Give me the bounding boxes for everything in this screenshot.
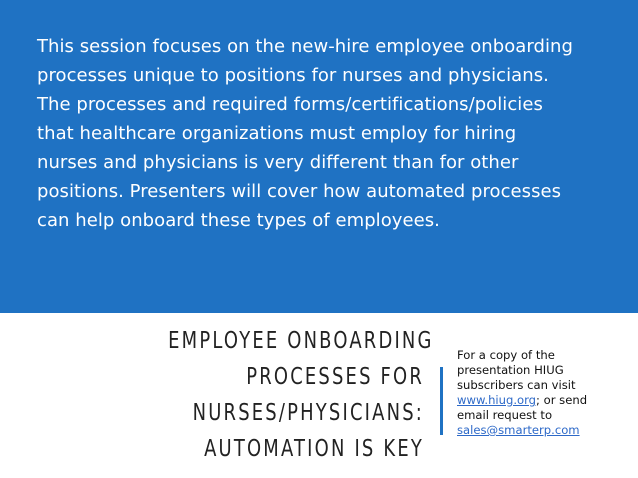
description-line: that healthcare organizations must employ for hiring	[37, 123, 517, 144]
description-line: This session focuses on the new-hire employee onboarding	[37, 36, 573, 57]
description-line: The processes and required forms/certifications/policies	[37, 94, 543, 115]
copy-note-line: presentation HIUG	[457, 363, 564, 377]
website-link[interactable]: www.hiug.org	[457, 393, 537, 407]
description-line: can help onboard these types of employees.	[37, 210, 440, 231]
copy-note-line: For a copy of the	[457, 348, 555, 362]
title-footer-panel	[0, 313, 638, 478]
title-line: EMPLOYEE ONBOARDING	[168, 328, 434, 354]
description-line: processes unique to positions for nurses and physicians.	[37, 65, 549, 86]
description-line: positions. Presenters will cover how automated processes	[37, 181, 562, 202]
title-line: AUTOMATION IS KEY	[204, 436, 424, 462]
description-line: nurses and physicians is very different than for other	[37, 152, 519, 173]
copy-note-line-with-link	[457, 393, 627, 408]
copy-note-line: email request to	[457, 408, 553, 422]
slide-title	[168, 323, 434, 467]
session-description	[37, 32, 617, 235]
presentation-copy-note	[457, 348, 627, 438]
copy-note-line: subscribers can visit	[457, 378, 576, 392]
email-link[interactable]: sales@smarterp.com	[457, 423, 580, 437]
title-line: NURSES/PHYSICIANS:	[192, 400, 424, 426]
vertical-divider	[440, 367, 443, 435]
title-line: PROCESSES FOR	[246, 364, 424, 390]
copy-note-text: ; or send	[536, 393, 588, 407]
